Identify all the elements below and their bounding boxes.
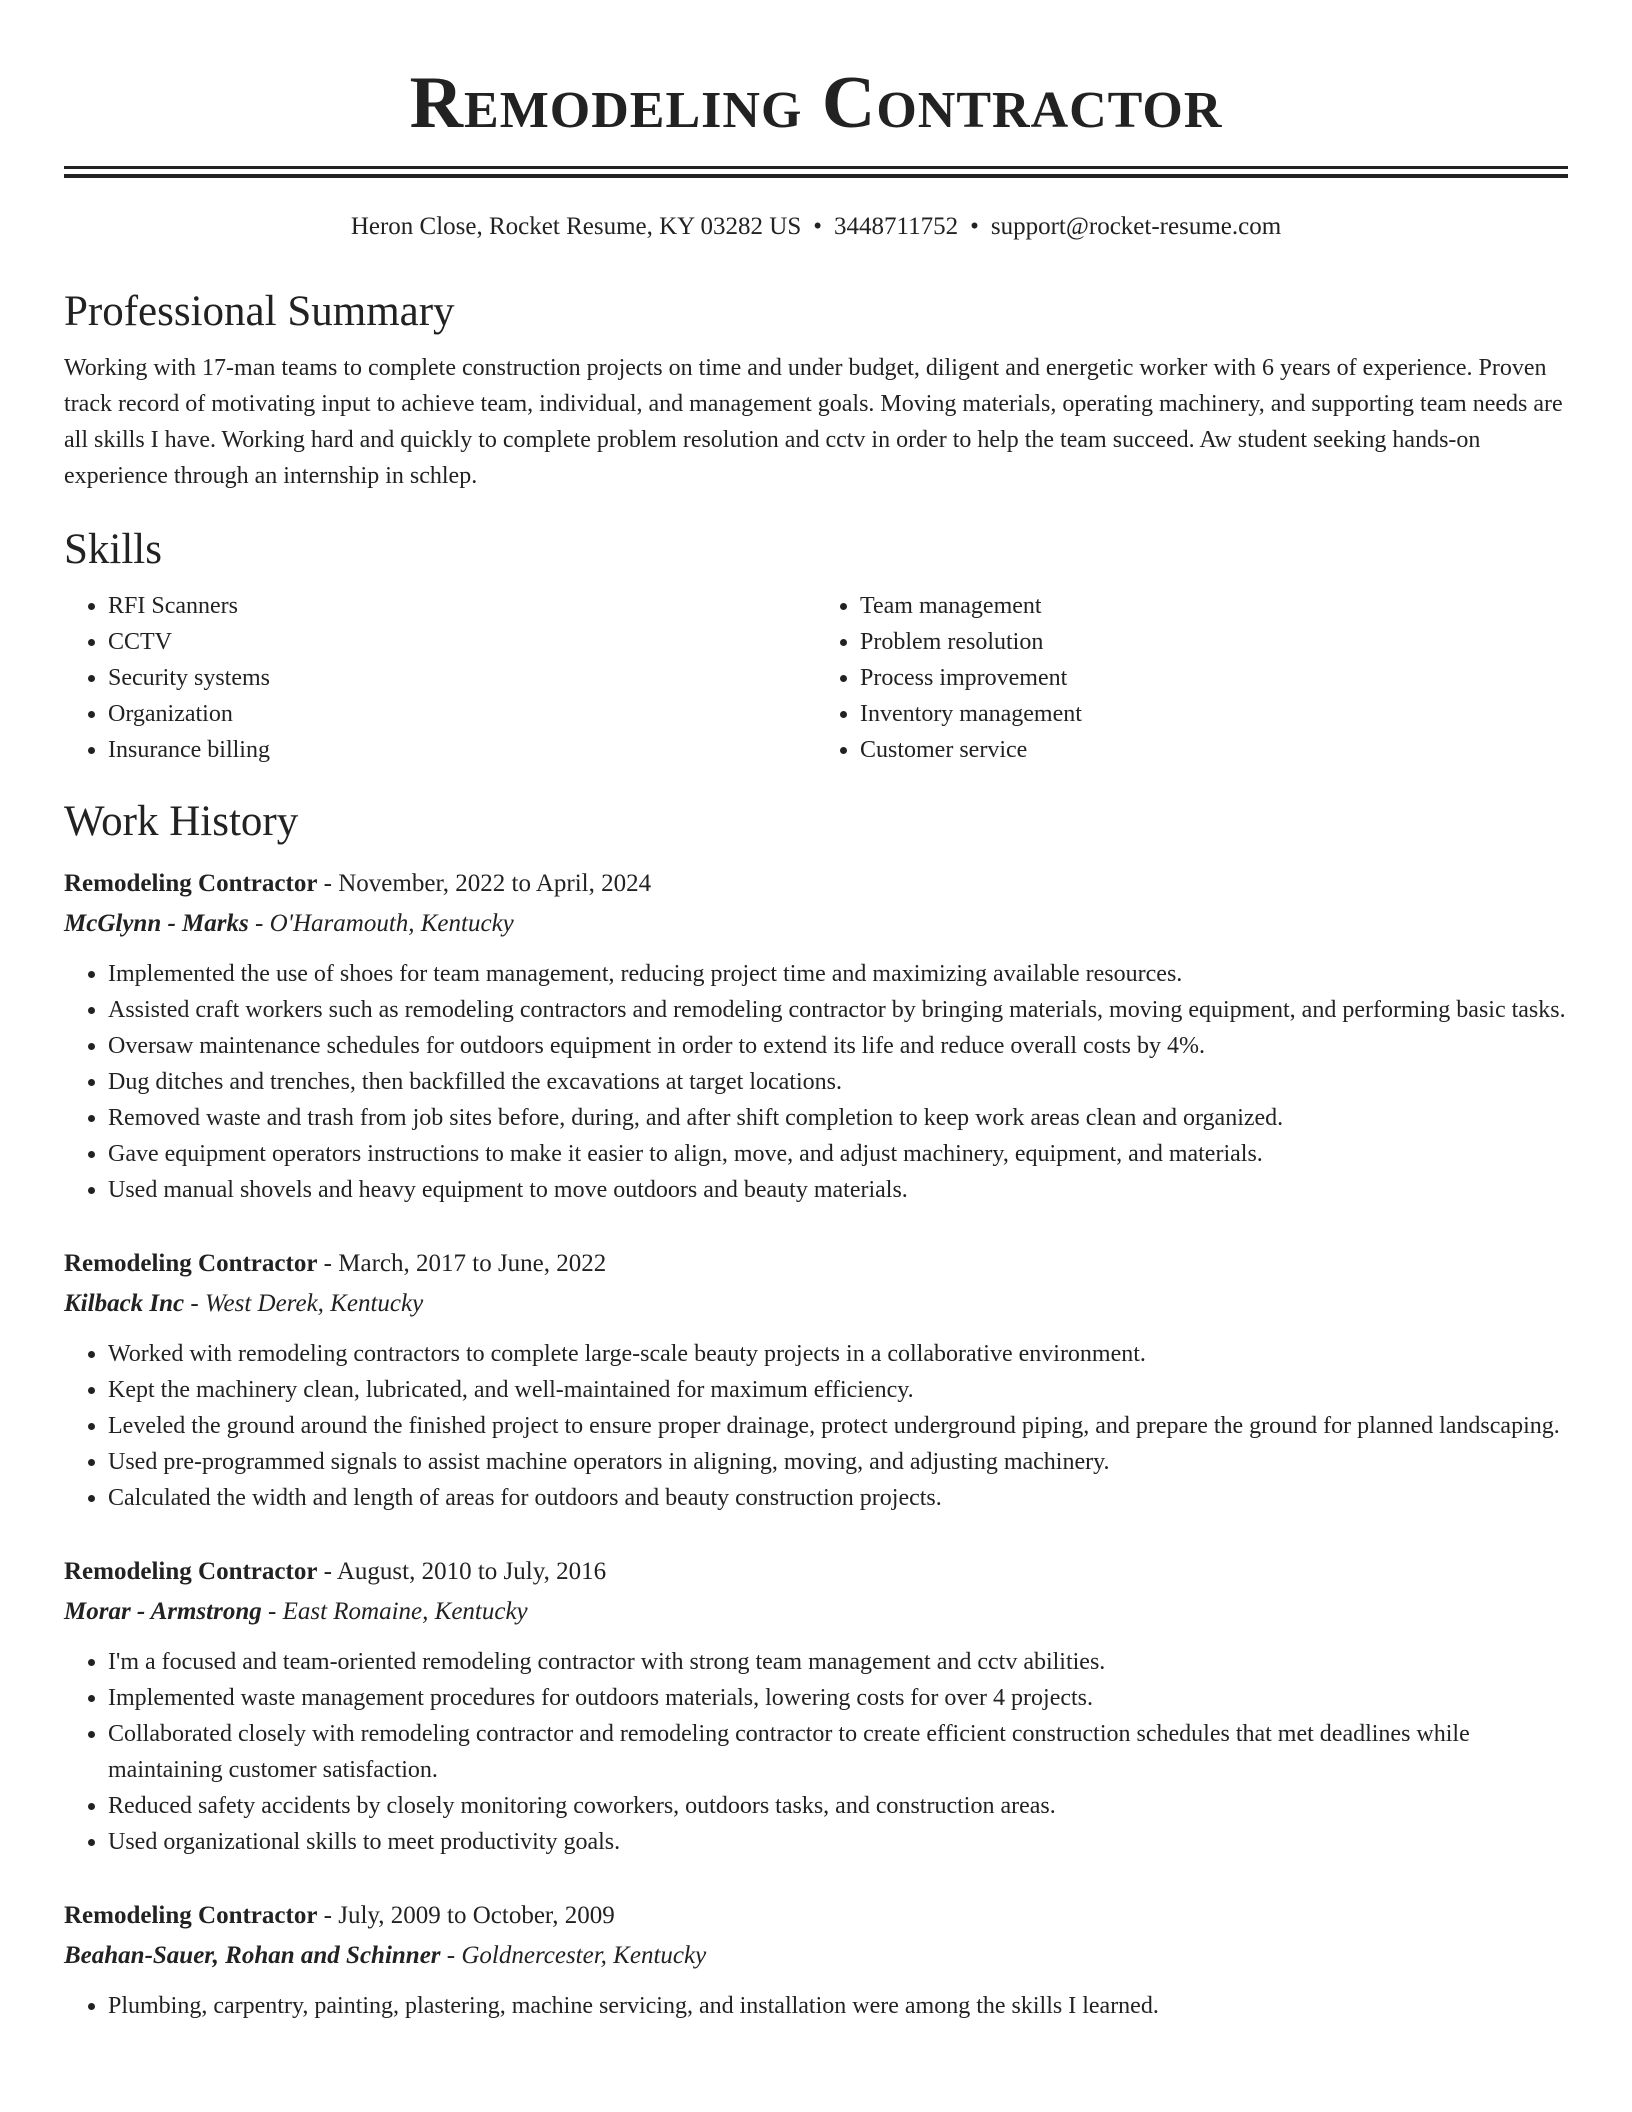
job-bullet: • Used organizational skills to meet productivity goals. (108, 1824, 1568, 1860)
work-history-heading: Work History (64, 798, 299, 845)
job-bullet: • Removed waste and trash from job sites before, during, and after shift completion to keep work areas clean and organized. (108, 1100, 1568, 1136)
resume-name-heading: Remodeling Contractor (409, 62, 1223, 144)
job-dates: - March, 2017 to June, 2022 (317, 1250, 607, 1277)
skill-item: • RFI Scanners (108, 588, 816, 624)
job-bullet: • Plumbing, carpentry, painting, plastering, machine servicing, and installation were among the skills I learned. (108, 1988, 1568, 2024)
job-bullet: • Leveled the ground around the finished project to ensure proper drainage, protect underground piping, and prepare the ground for planned landscaping. (108, 1408, 1568, 1444)
job-company-line (64, 1284, 1568, 1324)
job-company-line (64, 1936, 1568, 1976)
job-title: Remodeling Contractor (64, 1902, 318, 1929)
job-bullets (64, 956, 1568, 1208)
job-title-line (64, 864, 1568, 904)
work-history-list (64, 864, 1568, 2024)
job-company: Kilback Inc (64, 1290, 185, 1317)
job-company: Morar - Armstrong (64, 1598, 262, 1625)
job-bullet: • Oversaw maintenance schedules for outdoors equipment in order to extend its life and reduce overall costs by 4%. (108, 1028, 1568, 1064)
job-entry (64, 1552, 1568, 1860)
skill-item: • Process improvement (860, 660, 1568, 696)
contact-address: Heron Close, Rocket Resume, KY 03282 US (350, 213, 802, 240)
job-bullets (64, 1644, 1568, 1860)
job-company-line (64, 904, 1568, 944)
job-bullets (64, 1336, 1568, 1516)
job-dates: - November, 2022 to April, 2024 (317, 870, 652, 897)
job-bullet: • Assisted craft workers such as remodeling contractors and remodeling contractor by bringing materials, moving equipment, and performing basic tasks. (108, 992, 1568, 1028)
job-bullet: • Used manual shovels and heavy equipment to move outdoors and beauty materials. (108, 1172, 1568, 1208)
job-title-line (64, 1896, 1568, 1936)
skills-list-right (816, 588, 1568, 768)
skill-item: • Inventory management (860, 696, 1568, 732)
job-title-line (64, 1552, 1568, 1592)
job-bullet: • Calculated the width and length of areas for outdoors and beauty construction projects. (108, 1480, 1568, 1516)
contact-email[interactable]: support@rocket-resume.com (990, 213, 1282, 240)
job-title: Remodeling Contractor (64, 1558, 318, 1585)
job-entry (64, 1244, 1568, 1516)
job-bullet: • Implemented the use of shoes for team management, reducing project time and maximizing available resources. (108, 956, 1568, 992)
job-company: McGlynn - Marks (64, 910, 249, 937)
summary-text: Working with 17-man teams to complete construction projects on time and under budget, diligent and energetic worker with 6 years of experience. Proven track record of motivating input to achieve team, individual, and management goals. Moving materials, operating machinery, and supporting team needs are all skills I have. Working hard and quickly to complete problem resolution and cctv in order to help the team succeed. Aw student seeking hands-on experience through an internship in schlep. (64, 355, 1563, 489)
skill-item: • CCTV (108, 624, 816, 660)
job-location: - East Romaine, Kentucky (261, 1598, 528, 1625)
skill-item: • Customer service (860, 732, 1568, 768)
skill-item: • Team management (860, 588, 1568, 624)
summary-heading: Professional Summary (64, 288, 455, 335)
job-location: - Goldnercester, Kentucky (440, 1942, 707, 1969)
skill-item: • Organization (108, 696, 816, 732)
job-entry (64, 1896, 1568, 2024)
skill-item: • Problem resolution (860, 624, 1568, 660)
job-location: - O'Haramouth, Kentucky (248, 910, 514, 937)
job-bullet: • Collaborated closely with remodeling contractor and remodeling contractor to create efficient construction schedules that met deadlines while maintaining customer satisfaction. (108, 1716, 1568, 1788)
job-bullet: • Kept the machinery clean, lubricated, and well-maintained for maximum efficiency. (108, 1372, 1568, 1408)
job-title: Remodeling Contractor (64, 1250, 318, 1277)
contact-separator: • (970, 213, 979, 240)
job-entry (64, 864, 1568, 1208)
job-title: Remodeling Contractor (64, 870, 318, 897)
job-bullet: • Dug ditches and trenches, then backfilled the excavations at target locations. (108, 1064, 1568, 1100)
contact-separator: • (813, 213, 823, 240)
job-bullet: • Worked with remodeling contractors to complete large-scale beauty projects in a collaborative environment. (108, 1336, 1568, 1372)
skills-list-left (64, 588, 816, 768)
skills-heading: Skills (64, 526, 162, 573)
job-bullet: • Gave equipment operators instructions to make it easier to align, move, and adjust machinery, equipment, and materials. (108, 1136, 1568, 1172)
skills-columns (64, 588, 1568, 768)
skill-item: • Security systems (108, 660, 816, 696)
job-company: Beahan-Sauer, Rohan and Schinner (64, 1942, 441, 1969)
job-dates: - August, 2010 to July, 2016 (317, 1558, 607, 1585)
skill-item: • Insurance billing (108, 732, 816, 768)
header-divider-bottom (64, 174, 1568, 178)
job-bullet: • Implemented waste management procedures for outdoors materials, lowering costs for over 4 projects. (108, 1680, 1568, 1716)
job-dates: - July, 2009 to October, 2009 (317, 1902, 615, 1929)
job-title-line (64, 1244, 1568, 1284)
resume-page (64, 0, 1568, 2024)
job-location: - West Derek, Kentucky (184, 1290, 424, 1317)
job-company-line (64, 1592, 1568, 1632)
header-divider-top (64, 166, 1568, 169)
contact-line (64, 210, 1568, 244)
contact-phone: 3448711752 (834, 213, 959, 240)
job-bullet: • Used pre-programmed signals to assist machine operators in aligning, moving, and adjusting machinery. (108, 1444, 1568, 1480)
job-bullet: • Reduced safety accidents by closely monitoring coworkers, outdoors tasks, and construction areas. (108, 1788, 1568, 1824)
job-bullets (64, 1988, 1568, 2024)
job-bullet: • I'm a focused and team-oriented remodeling contractor with strong team management and cctv abilities. (108, 1644, 1568, 1680)
